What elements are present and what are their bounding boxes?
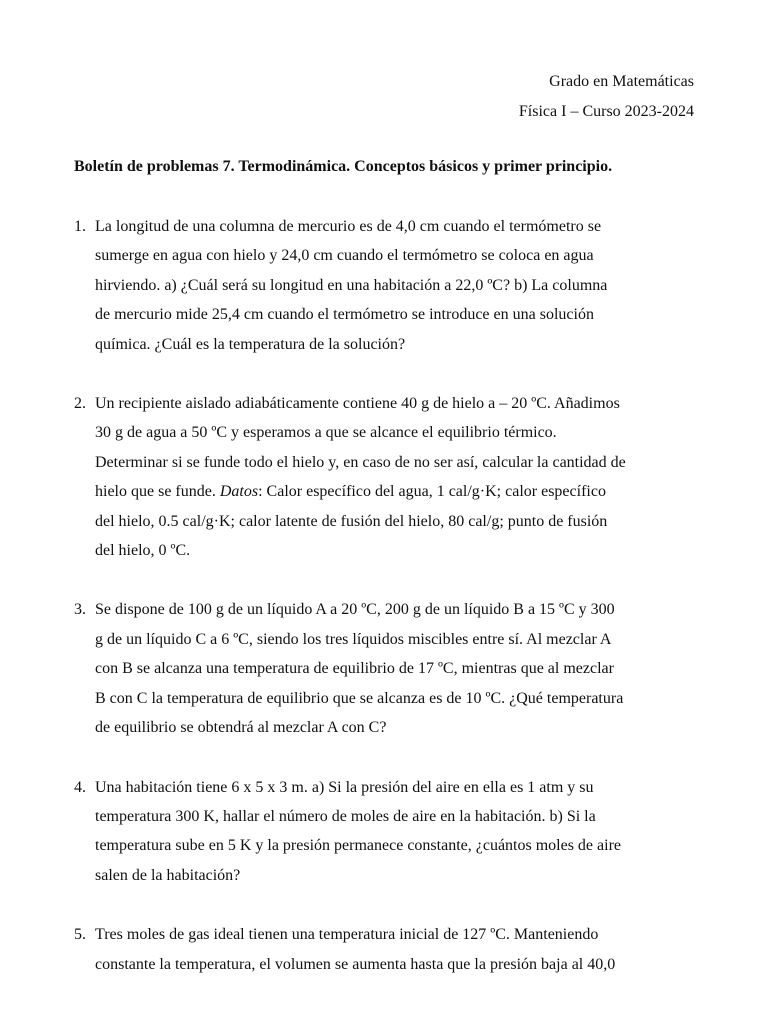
- problem-text-line: con B se alcanza una temperatura de equilibrio de 17 ºC, mientras que al mezclar: [95, 660, 614, 678]
- problem-text-line: temperatura sube en 5 K y la presión permanece constante, ¿cuántos moles de aire: [95, 837, 622, 855]
- problem-text-line: de equilibrio se obtendrá al mezclar A con C?: [95, 719, 387, 737]
- problem-number: 2.: [74, 395, 86, 413]
- problem-text-line: temperatura 300 K, hallar el número de moles de aire en la habitación. b) Si la: [95, 807, 596, 825]
- problem-text-line: 30 g de agua a 50 ºC y esperamos a que se alcance el equilibrio térmico.: [95, 424, 557, 442]
- problem-text-line: Tres moles de gas ideal tienen una temperatura inicial de 127 ºC. Manteniendo: [95, 926, 599, 944]
- problem-text-line: Una habitación tiene 6 x 5 x 3 m. a) Si la presión del aire en ella es 1 atm y su: [95, 778, 594, 796]
- problem-list: [74, 212, 696, 1009]
- problem-text-line: Se dispone de 100 g de un líquido A a 20 ºC, 200 g de un líquido B a 15 ºC y 300: [95, 601, 615, 619]
- problem-text-line: constante la temperatura, el volumen se aumenta hasta que la presión baja al 40,0: [95, 955, 616, 973]
- document-title: Boletín de problemas 7. Termodinámica. Conceptos básicos y primer principio.: [74, 158, 613, 175]
- problem-number: 5.: [74, 926, 86, 944]
- degree-name: Grado en Matemáticas: [549, 73, 694, 90]
- data-label: Datos: [219, 483, 259, 501]
- problem-text-line: B con C la temperatura de equilibrio que se alcanza es de 10 ºC. ¿Qué temperatura: [95, 689, 624, 707]
- problem-text-line: del hielo, 0 ºC.: [95, 542, 191, 560]
- problem-text-line: Un recipiente aislado adiabáticamente contiene 40 g de hielo a – 20 ºC. Añadimos: [95, 395, 620, 413]
- problem-4: [74, 773, 696, 891]
- problem-text-line: salen de la habitación?: [95, 866, 241, 884]
- problem-5: [74, 920, 696, 979]
- problem-text-line: g de un líquido C a 6 ºC, siendo los tres líquidos miscibles entre sí. Al mezclar A: [95, 630, 612, 648]
- course-name: Física I – Curso 2023-2024: [518, 103, 694, 120]
- problem-number: 1.: [74, 218, 86, 235]
- problem-2: [74, 389, 696, 565]
- problem-text-line: del hielo, 0.5 cal/g·K; calor latente de fusión del hielo, 80 cal/g; punto de fusión: [95, 512, 608, 530]
- document-header: [519, 67, 694, 127]
- problem-3: [74, 595, 696, 742]
- problem-text-line: La longitud de una columna de mercurio es de 4,0 cm cuando el termómetro se: [95, 218, 602, 235]
- problem-text-line: Determinar si se funde todo el hielo y, en caso de no ser así, calcular la cantidad de: [95, 453, 626, 471]
- problem-number: 4.: [74, 778, 86, 796]
- problem-text-line: de mercurio mide 25,4 cm cuando el termómetro se introduce en una solución: [95, 306, 594, 324]
- problem-text-line: hirviendo. a) ¿Cuál será su longitud en una habitación a 22,0 ºC? b) La columna: [95, 276, 608, 294]
- problem-text-segment: : Calor específico del agua, 1 cal/g·K; calor específico: [258, 483, 606, 501]
- problem-number: 3.: [74, 601, 86, 619]
- problem-text-line: sumerge en agua con hielo y 24,0 cm cuando el termómetro se coloca en agua: [95, 247, 594, 265]
- problem-1: [74, 212, 696, 359]
- problem-text-line: química. ¿Cuál es la temperatura de la solución?: [95, 335, 406, 353]
- problem-text-line: [95, 477, 696, 506]
- problem-text-segment: hielo que se funde.: [95, 483, 220, 501]
